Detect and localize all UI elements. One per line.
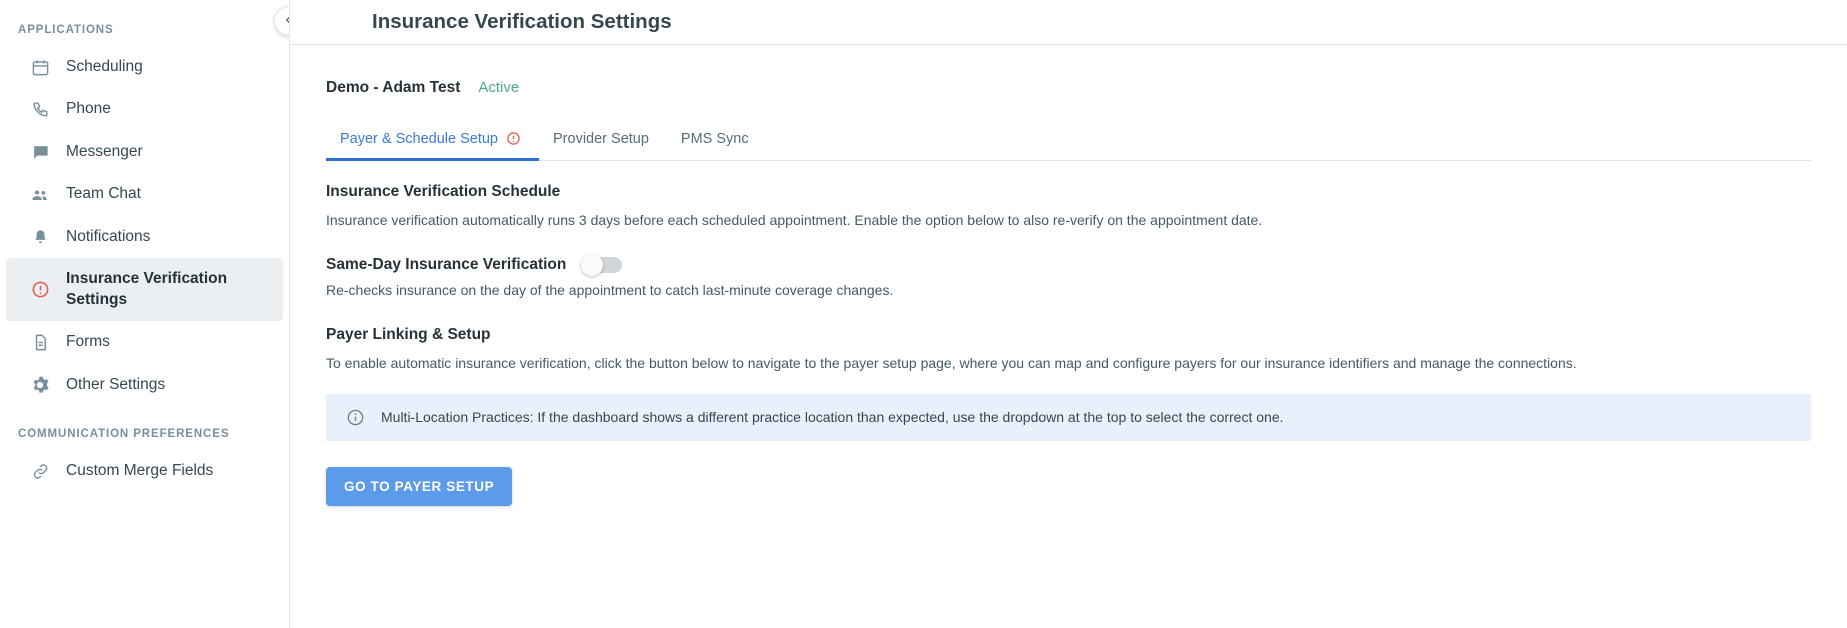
sidebar-item-label: Messenger bbox=[66, 142, 143, 160]
document-icon bbox=[30, 332, 50, 352]
sidebar-item-insurance-verification-settings[interactable] bbox=[6, 258, 283, 321]
page-header bbox=[290, 0, 1847, 45]
same-day-verification-toggle[interactable] bbox=[582, 257, 622, 273]
sidebar-section-applications-label: APPLICATIONS bbox=[18, 24, 114, 36]
main-content bbox=[290, 0, 1847, 628]
sidebar-item-custom-merge-fields[interactable] bbox=[6, 450, 283, 492]
sidebar-item-scheduling[interactable] bbox=[6, 46, 283, 88]
chat-bubble-icon bbox=[30, 142, 50, 162]
tab-label: Provider Setup bbox=[553, 130, 649, 147]
phone-icon bbox=[30, 100, 50, 120]
sidebar-item-label: Forms bbox=[66, 333, 110, 351]
practice-name: Demo - Adam Test bbox=[326, 79, 461, 96]
status-badge: Active bbox=[478, 79, 520, 96]
insurance-verification-schedule-title: Insurance Verification Schedule bbox=[326, 183, 561, 200]
same-day-verification-row bbox=[326, 256, 1811, 274]
practice-row bbox=[326, 79, 1811, 97]
sidebar-section-communication-preferences-label: COMMUNICATION PREFERENCES bbox=[18, 428, 230, 441]
sidebar-item-notifications[interactable] bbox=[6, 216, 283, 258]
settings-content bbox=[290, 45, 1847, 506]
sidebar-item-label: Scheduling bbox=[66, 58, 143, 75]
sidebar-item-label: Other Settings bbox=[66, 375, 166, 393]
sidebar-item-label: Team Chat bbox=[66, 185, 141, 203]
sidebar-item-label: Custom Merge Fields bbox=[66, 462, 214, 480]
tab-payer-schedule-setup[interactable] bbox=[326, 119, 539, 161]
calendar-icon bbox=[30, 57, 50, 77]
sidebar-item-label: Notifications bbox=[66, 227, 151, 245]
tab-label: Payer & Schedule Setup bbox=[340, 130, 498, 147]
sidebar-item-label: Insurance Verification Settings bbox=[66, 270, 228, 308]
link-icon bbox=[30, 461, 50, 481]
bell-icon bbox=[30, 227, 50, 247]
tab-bar bbox=[326, 119, 1811, 161]
sidebar-item-messenger[interactable] bbox=[6, 131, 283, 173]
alert-circle-icon bbox=[30, 280, 50, 300]
tab-label: PMS Sync bbox=[680, 130, 749, 147]
sidebar-item-other-settings[interactable] bbox=[6, 364, 283, 406]
sidebar-item-team-chat[interactable] bbox=[6, 173, 283, 215]
tab-provider-setup[interactable] bbox=[539, 119, 667, 161]
banner-text: Multi-Location Practices: If the dashboard shows a different practice location than expected, use the dropdown at the top to select the correct one. bbox=[381, 409, 1284, 426]
payer-linking-setup-title: Payer Linking & Setup bbox=[326, 326, 491, 344]
go-to-payer-setup-button[interactable]: GO TO PAYER SETUP bbox=[326, 467, 512, 506]
sidebar-item-forms[interactable] bbox=[6, 321, 283, 363]
sidebar bbox=[0, 0, 290, 628]
same-day-verification-label: Same-Day Insurance Verification bbox=[326, 256, 567, 274]
people-icon bbox=[30, 185, 50, 205]
toggle-knob bbox=[581, 254, 603, 276]
page-title: Insurance Verification Settings bbox=[372, 10, 672, 33]
gear-icon bbox=[30, 375, 50, 395]
payer-linking-setup-description: To enable automatic insurance verification, click the button below to navigate to the payer setup page, where you can map and configure payers for our insurance identifiers and manage the connections. bbox=[326, 355, 1577, 372]
multi-location-info-banner bbox=[326, 394, 1811, 441]
info-circle-icon bbox=[346, 408, 365, 427]
alert-circle-icon bbox=[506, 131, 521, 146]
same-day-verification-description: Re-checks insurance on the day of the appointment to catch last-minute coverage changes. bbox=[326, 282, 894, 299]
tab-pms-sync[interactable] bbox=[667, 119, 767, 161]
chevron-left-icon bbox=[282, 13, 290, 30]
sidebar-item-phone[interactable] bbox=[6, 88, 283, 130]
sidebar-item-label: Phone bbox=[66, 100, 111, 118]
insurance-verification-schedule-description: Insurance verification automatically runs 3 days before each scheduled appointment. Enable the option below to also re-verify on the appointment date. bbox=[326, 212, 1263, 228]
